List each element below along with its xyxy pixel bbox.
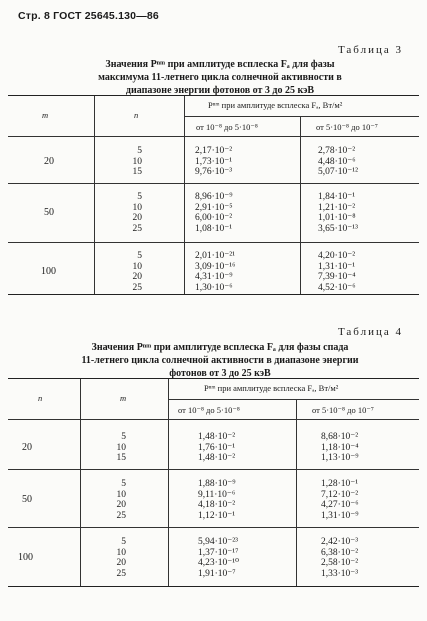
caption-line: максимума 11-летнего цикла солнечной активности в (98, 72, 342, 83)
table-cell: 8,68·10⁻² (321, 432, 359, 442)
values-range-2 (321, 432, 359, 464)
table-cell: 1,12·10⁻¹ (198, 510, 236, 521)
caption-line: Значения Pⁿᵐ при амплитуде всплеска Fₐ для фазы спада (91, 342, 349, 353)
table-rule (168, 399, 419, 400)
caption-line: диапазоне энергии фотонов от 3 до 25 кэВ (125, 85, 315, 96)
table-cell: 2,01·10⁻²¹ (195, 251, 235, 261)
table-cell: 20 (116, 558, 126, 568)
table-rule (94, 96, 95, 294)
m-values (106, 432, 126, 464)
table-cell: 2,17·10⁻² (195, 146, 233, 156)
table-cell: 15 (132, 167, 142, 177)
table-cell: 1,76·10⁻¹ (198, 442, 236, 453)
table-cell: 7,12·10⁻² (321, 489, 359, 500)
values-range-2 (318, 146, 358, 178)
table-cell: 10 (116, 489, 126, 500)
table-cell: 9,11·10⁻⁶ (198, 489, 236, 500)
table-cell: 1,08·10⁻¹ (195, 223, 233, 234)
table-cell: 1,88·10⁻⁹ (198, 479, 236, 489)
span-header: Pⁿᵐ при амплитуде всплеска Fₐ, Вт/м² (208, 100, 343, 110)
table-cell: 5,94·10⁻²³ (198, 537, 238, 547)
table-cell: 1,37·10⁻¹⁷ (198, 547, 239, 558)
m-values (106, 479, 126, 521)
table-cell: 10 (132, 156, 142, 167)
table-rule (8, 183, 419, 184)
table-cell: 1,18·10⁻⁴ (321, 442, 359, 453)
span-header: Pⁿᵐ при амплитуде всплеска Fₐ, Вт/м² (204, 383, 339, 393)
values-range-1 (195, 192, 233, 234)
table-cell: 1,21·10⁻² (318, 202, 356, 213)
table-cell: 10 (116, 547, 126, 558)
values-range-1 (195, 146, 232, 178)
table-rule (184, 96, 185, 294)
row-label-n: 100 (18, 552, 33, 563)
table-cell: 25 (132, 282, 142, 293)
values-range-2 (321, 479, 359, 521)
subheader-range-2: от 5·10⁻⁸ до 10⁻⁷ (316, 122, 378, 132)
table-cell: 5 (137, 251, 142, 261)
row-label-n: 20 (22, 442, 32, 453)
subheader-range-2: от 5·10⁻⁸ до 10⁻⁷ (312, 405, 374, 415)
table-cell: 5 (121, 432, 126, 442)
table-4-label: Таблица 4 (337, 326, 403, 338)
table-cell: 1,13·10⁻⁹ (321, 453, 359, 463)
table-cell: 5 (137, 146, 142, 156)
table-cell: 5,07·10⁻¹² (318, 167, 358, 177)
table-rule (300, 116, 301, 294)
values-range-2 (321, 537, 358, 579)
table-rule (8, 136, 419, 137)
table-cell: 3,09·10⁻¹⁶ (195, 261, 236, 272)
table-rule (8, 527, 419, 528)
values-range-1 (198, 479, 236, 521)
table-rule (8, 469, 419, 470)
table-3-label: Таблица 3 (337, 44, 403, 56)
table-cell: 1,31·10⁻¹ (318, 261, 356, 272)
table-rule (296, 399, 297, 586)
table-cell: 4,18·10⁻² (198, 500, 236, 510)
table-cell: 1,30·10⁻⁶ (195, 282, 233, 293)
table-cell: 4,31·10⁻⁹ (195, 272, 233, 282)
table-cell: 1,48·10⁻² (198, 432, 236, 442)
table-cell: 8,96·10⁻⁹ (195, 192, 233, 202)
table-cell: 4,20·10⁻² (318, 251, 356, 261)
table-cell: 10 (116, 442, 126, 453)
table-cell: 1,48·10⁻² (198, 453, 236, 463)
table-cell: 15 (116, 453, 126, 463)
table-cell: 20 (132, 213, 142, 223)
table-rule (8, 419, 419, 420)
table-cell: 4,27·10⁻⁶ (321, 500, 359, 510)
row-label-m: 100 (41, 266, 56, 277)
col-header-n: n (38, 393, 43, 403)
row-label-m: 20 (44, 156, 54, 167)
page-header: Стр. 8 ГОСТ 25645.130—86 (18, 10, 159, 22)
table-cell: 1,73·10⁻¹ (195, 156, 233, 167)
table-cell: 2,91·10⁻⁵ (195, 202, 233, 213)
table-cell: 1,33·10⁻³ (321, 568, 359, 579)
caption-line: Значения Pⁿᵐ при амплитуде всплеска Fₐ для фазы (105, 59, 335, 70)
col-header-n: n (134, 110, 139, 120)
subheader-range-1: от 10⁻⁸ до 5·10⁻⁸ (178, 405, 240, 415)
table-cell: 1,31·10⁻⁹ (321, 510, 359, 521)
table-cell: 4,48·10⁻⁶ (318, 156, 356, 167)
table-cell: 3,65·10⁻¹³ (318, 223, 358, 234)
table-cell: 2,42·10⁻³ (321, 537, 359, 547)
table-cell: 25 (116, 568, 126, 579)
table-cell: 10 (132, 261, 142, 272)
values-range-1 (198, 432, 235, 464)
table-4 (8, 378, 419, 587)
table-cell: 1,91·10⁻⁷ (198, 568, 236, 579)
table-cell: 7,39·10⁻⁴ (318, 272, 356, 282)
caption-line: 11-летнего цикла солнечной активности в диапазоне энергии (81, 355, 359, 366)
n-values (126, 251, 142, 293)
table-cell: 2,58·10⁻² (321, 558, 359, 568)
m-values (106, 537, 126, 579)
n-values (126, 146, 142, 178)
table-cell: 10 (132, 202, 142, 213)
values-range-1 (195, 251, 235, 293)
table-cell: 1,01·10⁻⁸ (318, 213, 356, 223)
table-cell: 6,38·10⁻² (321, 547, 359, 558)
table-cell: 25 (132, 223, 142, 234)
table-rule (8, 242, 419, 243)
table-rule (184, 116, 419, 117)
table-3-caption (40, 58, 400, 97)
table-cell: 4,52·10⁻⁶ (318, 282, 356, 293)
table-cell: 2,78·10⁻² (318, 146, 356, 156)
values-range-2 (318, 192, 358, 234)
table-cell: 20 (132, 272, 142, 282)
table-cell: 4,23·10⁻¹⁰ (198, 558, 239, 568)
table-cell: 1,84·10⁻¹ (318, 192, 356, 202)
table-cell: 5 (121, 479, 126, 489)
values-range-2 (318, 251, 356, 293)
subheader-range-1: от 10⁻⁸ до 5·10⁻⁸ (196, 122, 258, 132)
table-cell: 5 (137, 192, 142, 202)
col-header-m: m (42, 110, 49, 120)
col-header-m: m (120, 393, 127, 403)
table-rule (168, 379, 169, 586)
caption-line: фотонов от 3 до 25 кэВ (169, 368, 271, 379)
table-3 (8, 95, 419, 295)
table-cell: 1,28·10⁻¹ (321, 479, 359, 489)
n-values (126, 192, 142, 234)
table-cell: 6,00·10⁻² (195, 213, 233, 223)
table-cell: 5 (121, 537, 126, 547)
table-4-caption (40, 341, 400, 380)
values-range-1 (198, 537, 239, 579)
table-cell: 25 (116, 510, 126, 521)
table-rule (80, 379, 81, 586)
row-label-n: 50 (22, 494, 32, 505)
table-cell: 20 (116, 500, 126, 510)
row-label-m: 50 (44, 207, 54, 218)
table-cell: 9,76·10⁻³ (195, 167, 233, 177)
